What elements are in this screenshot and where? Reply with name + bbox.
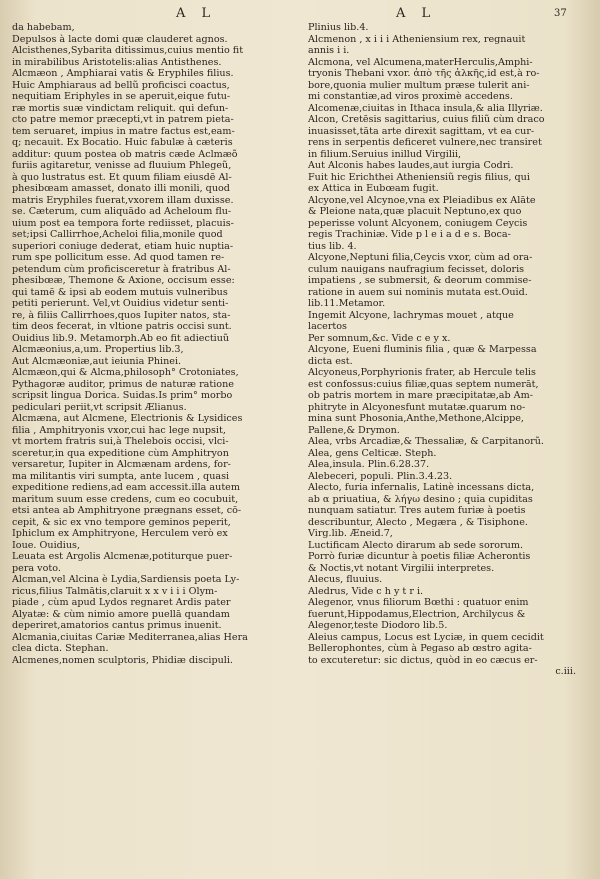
text-line: piade , cùm apud Lydos regnaret Ardis pater (12, 597, 231, 608)
text-line: regis Trachiniæ. Vide p l e i a d e s. Boca- (308, 229, 511, 240)
text-line: da habebam, (12, 22, 75, 33)
text-line: pera voto. (12, 562, 61, 574)
text-line: Pallene,& Drymon. (308, 424, 400, 436)
text-line: Luctificam Alecto dirarum ab sede sororum. (308, 539, 523, 551)
text-line: Fuit hic Erichthei Atheniensiũ regis filius, qui (308, 171, 530, 183)
text-line: Ingemit Alcyone, lachrymas mouet , atque (308, 309, 514, 321)
text-line: ab α priuatiua, & λήγω desino ; quia cupiditas (308, 493, 533, 505)
text-line: matris Eryphiles fuerat,vxorem illam duxisse. (12, 194, 234, 206)
text-line: rum spe pollicitum esse. Ad quod tamen re- (12, 252, 225, 263)
text-line: Alcman,vel Alcina è Lydia,Sardiensis poeta Ly- (12, 574, 240, 585)
text-line: mi constantiæ,ad viros proximè accedens. (308, 91, 513, 102)
text-line: superiori coniuge dederat, etiam huic nuptia- (12, 240, 234, 252)
text-line: se. Cæterum, cum aliquādo ad Acheloum flu- (12, 206, 232, 217)
text-line: tryonis Thebani vxor. ἀπὸ τῆς ἀλκῆς,id est,à ro- (308, 68, 540, 79)
text-line: Alcyone,vel Alcynoe,vna ex Pleiadibus ex Alāte (308, 194, 536, 206)
text-line: re, à filiis Callirrhoes,quos Iupiter natos, sta- (12, 309, 231, 321)
text-line: Alcyone,Neptuni filia,Ceycis vxor, cùm ad ora- (308, 252, 533, 263)
text-line: Per somnum,&c. Vide c e y x. (308, 332, 451, 344)
text-line: Alcyoneus,Porphyrionis frater, ab Hercule telis (308, 367, 536, 378)
text-line: impatiens , se submersit, & deorum commise- (308, 275, 532, 286)
right-column (308, 22, 588, 678)
text-line: Huic Amphiaraus ad bellũ proficisci coactus, (12, 79, 230, 91)
text-line: Alcon, Cretēsis sagittarius, cuius filiũ cùm draco (308, 114, 545, 125)
text-line: sceretur,in qua expeditione cùm Amphitryon (12, 447, 229, 459)
text-line: q; necauit. Ex Bocatio. Huic fabulæ à cæteris (12, 137, 233, 148)
text-line: nunquam satiatur. Tres autem furiæ à poetis (308, 505, 526, 516)
text-line: Depulsos à lacte domi quæ clauderet agnos. (12, 33, 228, 45)
text-line: Alcmæon,qui & Alcma,philosoph° Crotoniates, (12, 367, 239, 378)
text-line: Alegenor, vnus filiorum Bœthi : quatuor enim (308, 597, 529, 608)
text-line: Alcmæonius,a,um. Propertius lib.3, (12, 344, 184, 355)
text-line: Alcmania,ciuitas Cariæ Mediterranea,alias Hera (12, 631, 248, 643)
text-line: cto patre memor præcepti,vt in patrem pieta- (12, 114, 234, 125)
text-line: Aut Alcmæoniæ,aut ieiunia Phinei. (12, 355, 182, 367)
text-line: lib.11.Metamor. (308, 298, 386, 309)
text-line: Alebeceri, populi. Plin.3.4.23. (308, 470, 453, 482)
text-line: tem seruaret, impius in matre factus est,eam- (12, 125, 235, 137)
text-line: & Noctis,vt notant Virgilii interpretes. (308, 562, 495, 574)
text-line: Alea,insula. Plin.6.28.37. (308, 459, 430, 470)
text-line: versaretur, Iupiter in Alcmænam ardens, for- (12, 459, 231, 470)
text-line: à quo lustratus est. Et quum filiam eiusdē Al- (12, 171, 232, 183)
text-line: ob patris mortem in mare præcipitatæ,ab Am- (308, 390, 533, 401)
text-line: Alecto, furia infernalis, Latinè incessans dicta, (308, 482, 535, 493)
text-line: phesibœæ, Themone & Axione, occisum esse: (12, 275, 235, 286)
text-line: in mirabilibus Aristotelis:alias Antisthenes. (12, 56, 222, 68)
text-line: etsi antea ab Amphitryone prægnans esset, cō- (12, 505, 242, 516)
text-line: in filium.Seruius inillud Virgilii, (308, 148, 462, 160)
text-line: inuasisset,tāta arte direxit sagittam, vt ea cur- (308, 125, 535, 137)
text-line: to excuteretur: sic dictus, quòd in eo cæcus er- (308, 654, 538, 666)
text-line: phitryte in Alcyonesfunt mutatæ.quarum no- (308, 401, 526, 413)
text-line: petendum cùm proficisceretur à fratribus Al- (12, 263, 231, 275)
text-line: Alyatæ: & cùm nimio amore puellā quandam (12, 608, 230, 620)
text-line: Plinius lib.4. (308, 22, 369, 33)
text-line: vt mortem fratris sui,à Thelebois occisi, vlci- (12, 436, 229, 447)
text-line: filia , Amphitryonis vxor,cui hac lege nupsit, (12, 424, 226, 436)
text-line: cepit, & sic ex vno tempore geminos peperit, (12, 516, 231, 528)
text-line: ræ mortis suæ vindictam reliquit. qui defun- (12, 102, 229, 114)
text-line: Bellerophontes, cùm à Pegaso ab œstro agita- (308, 643, 532, 654)
text-line: additur: quum postea ob matris cæde Aclmæõ (12, 148, 238, 160)
text-line: bore,quonia mulier multum præse tulerit ani- (308, 79, 530, 91)
text-line: mina sunt Phosonia,Anthe,Methone,Alcippe, (308, 413, 524, 424)
text-line: tim deos fecerat, in vltione patris occisi sunt. (12, 321, 232, 332)
text-line: Aledrus, Vide c h y t r i. (308, 585, 424, 597)
text-line: fuerunt,Hippodamus,Electrion, Archilycus & (308, 608, 526, 620)
text-line: uium post ea tempora forte rediisset, placuis- (12, 217, 234, 229)
text-line: annis i i. (308, 45, 350, 56)
text-line: ricus,filius Talmātis,claruit x x v i i i Olym- (12, 585, 218, 597)
text-line: nequitiam Eriphyles in se aperuit,eique futu- (12, 91, 231, 102)
text-line: Alcmæon , Amphiarai vatis & Eryphiles filius. (12, 68, 234, 79)
text-line: Alcmona, vel Alcumena,materHerculis,Amphi- (308, 56, 533, 68)
text-line: qui tamē & ipsi ab eodem mutuis vulneribus (12, 286, 228, 298)
text-line: Aleius campus, Locus est Lyciæ, in quem cecidit (308, 631, 544, 643)
running-head-left: A L (176, 6, 217, 21)
text-line: peperisse volunt Alcyonem, coniugem Ceycis (308, 217, 528, 229)
text-line: Alcomenæ,ciuitas in Ithaca insula,& alia Illyriæ. (308, 102, 543, 114)
text-line: Aut Alconis habes laudes,aut iurgia Codri. (308, 160, 514, 171)
left-column (12, 22, 297, 666)
text-line: maritum suum esse credens, cum eo cocubuit, (12, 493, 239, 505)
text-line: deperiret,amatorios cantus primus inuenit. (12, 620, 222, 631)
text-line: scripsit lingua Dorica. Suidas.Is prim° morbo (12, 390, 233, 401)
text-line: expeditione rediens,ad eam accessit.illa autem (12, 482, 240, 493)
text-line: petiti perierunt. Vel,vt Ouidius videtur senti- (12, 298, 229, 309)
text-line: Alcyone, Eueni fluminis filia , quæ & Marpessa (308, 344, 537, 355)
text-line: Porrò furiæ dicuntur à poetis filiæ Acherontis (308, 551, 531, 562)
text-line: ma militantis viri sumpta, ante lucem , quasi (12, 470, 230, 482)
signature-mark: c.iii. (555, 666, 576, 677)
text-line: culum nauigans naufragium fecisset, doloris (308, 263, 525, 275)
text-line: lacertos (308, 321, 347, 332)
text-line: ex Attica in Eubœam fugit. (308, 183, 439, 194)
text-line: & Pleione nata,quæ placuit Neptuno,ex quo (308, 206, 522, 217)
text-line: describuntur, Alecto , Megæra , & Tisiphone. (308, 516, 528, 528)
text-line: Ioue. Ouidius, (12, 539, 80, 551)
text-line: rens in serpentis deficeret vulnere,nec transiret (308, 137, 542, 148)
running-head-right: A L (396, 6, 437, 21)
text-line: Pythagoræ auditor, primus de naturæ ratione (12, 378, 234, 390)
text-line: clea dicta. Stephan. (12, 643, 109, 654)
text-line: Alecus, fluuius. (308, 574, 383, 585)
text-line: pediculari periit,vt scripsit Ælianus. (12, 401, 187, 413)
text-line: furiis agitaretur, venisse ad fluuium Phlegeũ, (12, 160, 232, 171)
text-line: phesibœam amasset, donato illi monili, quod (12, 183, 230, 194)
text-line: Alegenor,teste Diodoro lib.5. (308, 620, 448, 631)
text-line: est confossus:cuius filiæ,quas septem numerāt, (308, 378, 539, 390)
text-line: dicta est. (308, 355, 353, 367)
text-line: Alcmenes,nomen sculptoris, Phidiæ discipuli. (12, 654, 233, 666)
text-line: Ouidius lib.9. Metamorph.Ab eo fit adiectiuũ (12, 332, 230, 344)
text-line: Virg.lib. Æneid.7, (308, 528, 393, 539)
text-line: set;ipsi Callirrhoe,Acheloi filia,monile quod (12, 229, 223, 240)
text-line: Iphiclum ex Amphitryone, Herculem verò ex (12, 528, 228, 539)
text-line: Alcisthenes,Sybarita ditissimus,cuius mentio fit (12, 45, 244, 56)
text-line: Leuata est Argolis Alcmenæ,potiturque puer- (12, 551, 233, 562)
text-line: ratione in auem sui nominis mutata est.Ouid. (308, 286, 528, 298)
page-number: 37 (554, 8, 567, 19)
text-line: tius lib. 4. (308, 240, 357, 252)
text-line: Alcmæna, aut Alcmene, Electrionis & Lysidices (12, 413, 243, 424)
text-line: Alea, gens Celticæ. Steph. (308, 447, 437, 459)
text-line: Alcmenon , x i i i Atheniensium rex, regnauit (308, 33, 526, 45)
text-line: Alea, vrbs Arcadiæ,& Thessaliæ, & Carpitanorũ. (308, 436, 544, 447)
